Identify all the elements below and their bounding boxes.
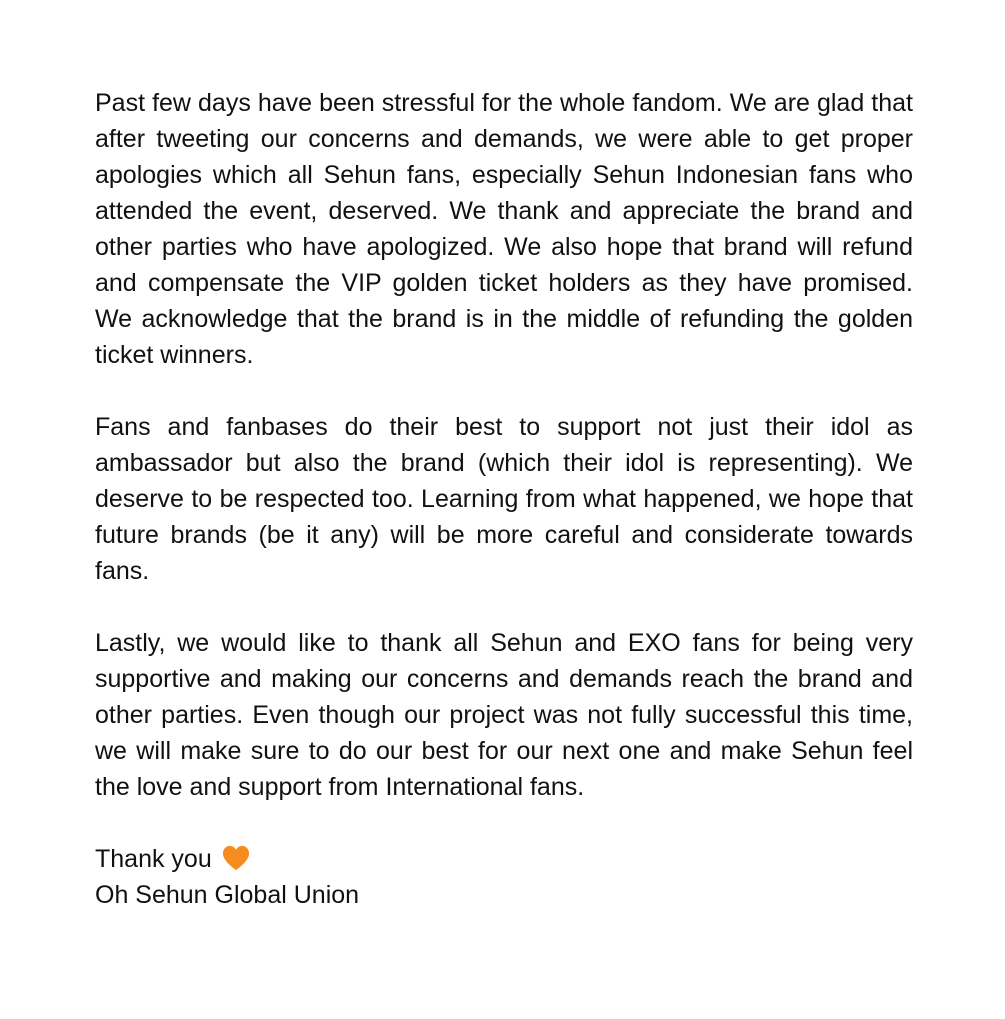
orange-heart-icon: [221, 844, 251, 872]
paragraph-respect: Fans and fanbases do their best to support not just their idol as ambassador but also the brand (which their idol is representing). We deserve to be respected too. Learning from what happened, we hope that future brands (be it any) will be more careful and considerate towards fans.: [95, 413, 913, 585]
paragraph-apology: Past few days have been stressful for the whole fandom. We are glad that after tweeting our concerns and demands, we were able to get proper apologies which all Sehun fans, especially Sehun Indonesian fans who attended the event, deserved. We thank and appreciate the brand and other parties who have apologized. We also hope that brand will refund and compensate the VIP golden ticket holders as they have promised. We acknowledge that the brand is in the middle of refunding the golden ticket winners.: [95, 89, 913, 369]
paragraph-thanks: Lastly, we would like to thank all Sehun and EXO fans for being very supportive and making our concerns and demands reach the brand and other parties. Even though our project was not fully successful this time, we will make sure to do our best for our next one and make Sehun feel the love and support from International fans.: [95, 629, 913, 801]
closing: [95, 841, 913, 913]
signature: Oh Sehun Global Union: [95, 881, 360, 909]
statement-letter: [95, 85, 913, 913]
thank-you-line: [95, 841, 913, 877]
thank-you-text: Thank you: [95, 845, 212, 873]
